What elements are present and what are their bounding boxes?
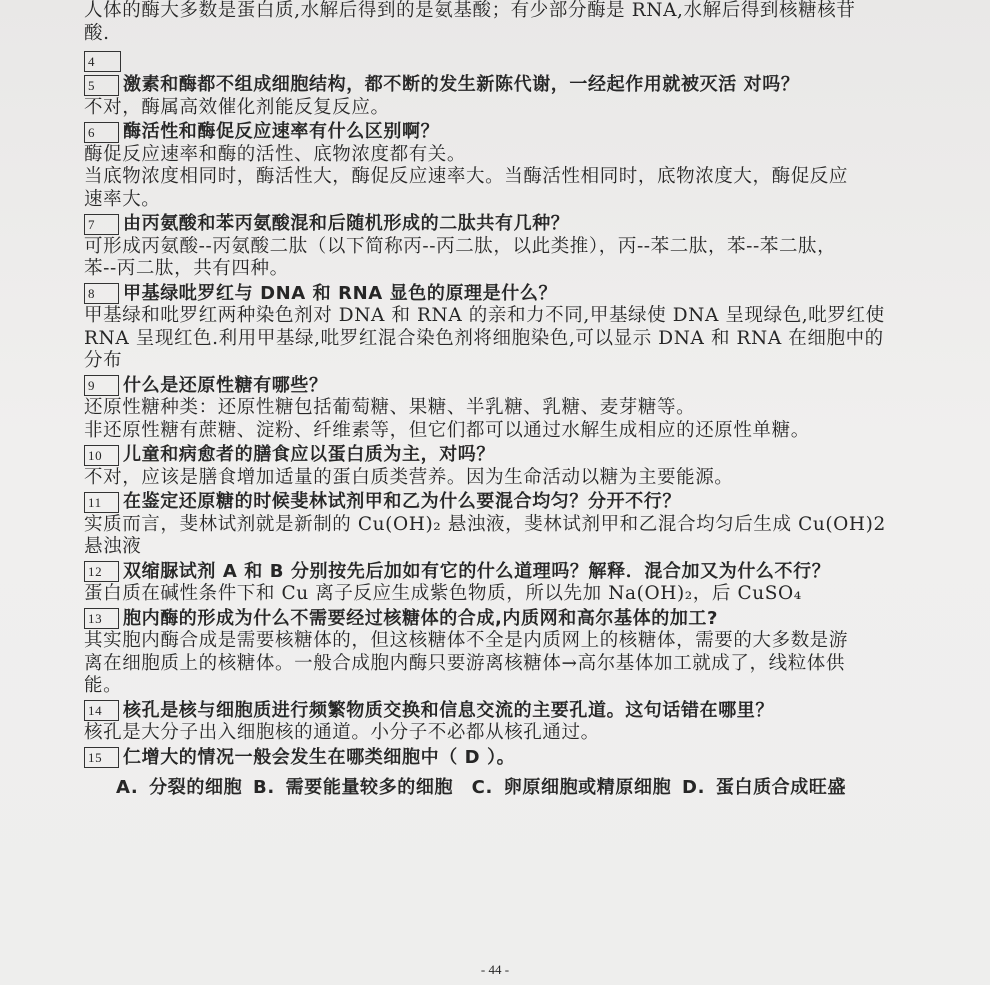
answer-line: 苯--丙二肽，共有四种。 <box>84 258 289 279</box>
question-text: 甲基绿吡罗红与 DNA 和 RNA 显色的原理是什么？ <box>123 282 558 304</box>
answer-line: 还原性糖种类：还原性糖包括葡萄糖、果糖、半乳糖、乳糖、麦芽糖等。 <box>84 397 696 418</box>
question-text: 核孔是核与细胞质进行频繁物质交换和信息交流的主要孔道。这句话错在哪里？ <box>123 699 774 721</box>
question-line <box>84 747 944 770</box>
question-line <box>84 283 944 306</box>
question-line <box>84 375 944 398</box>
question-number-box: 7 <box>84 214 119 235</box>
question-number-box: 14 <box>84 700 119 721</box>
answer-line: 离在细胞质上的核糖体。一般合成胞内酶只要游离核糖体→高尔基体加工就成了，线粒体供 <box>84 652 846 674</box>
question-number-box: 8 <box>84 283 119 304</box>
question-line <box>84 121 944 144</box>
page-content <box>84 0 944 800</box>
answer-line: 蛋白质在碱性条件下和 Cu 离子反应生成紫色物质，所以先加 Na(OH)₂，后 CuSO₄ <box>84 583 802 604</box>
question-number-box: 4 <box>84 51 121 72</box>
answer-line: 能。 <box>84 675 123 696</box>
question-text: 酶活性和酶促反应速率有什么区别啊？ <box>123 121 440 142</box>
question-number-box: 9 <box>84 375 119 396</box>
question-line <box>84 700 944 723</box>
answer-line: 甲基绿和吡罗红两种染色剂对 DNA 和 RNA 的亲和力不同,甲基绿使 DNA 呈现绿色,吡罗红使 <box>84 305 885 326</box>
question-text: 胞内酶的形成为什么不需要经过核糖体的合成,内质网和高尔基体的加工? <box>123 607 719 629</box>
question-number-box: 11 <box>84 492 119 513</box>
question-text: 仁增大的情况一般会发生在哪类细胞中（ D ）。 <box>123 746 516 768</box>
question-number-box: 6 <box>84 122 119 143</box>
answer-line: 核孔是大分子出入细胞核的通道。小分子不必都从核孔通过。 <box>84 722 600 743</box>
question-number-box: 10 <box>84 445 119 466</box>
question-number-box: 5 <box>84 75 119 96</box>
answer-line: 非还原性糖有蔗糖、淀粉、纤维素等，但它们都可以通过水解生成相应的还原性单糖。 <box>84 419 810 441</box>
intro-line-2: 酸. <box>84 22 110 44</box>
question-number-box: 15 <box>84 747 119 768</box>
question-line <box>84 561 944 584</box>
answer-line: 不对，应该是膳食增加适量的蛋白质类营养。因为生命活动以糖为主要能源。 <box>84 466 734 488</box>
question-text: 儿童和病愈者的膳食应以蛋白质为主，对吗？ <box>123 444 495 465</box>
question-text: 在鉴定还原糖的时候斐林试剂甲和乙为什么要混合均匀？分开不行？ <box>123 491 681 512</box>
qa-list <box>84 74 944 769</box>
question-number-box: 12 <box>84 561 119 582</box>
answer-line: 实质而言，斐林试剂就是新制的 Cu(OH)₂ 悬浊液，斐林试剂甲和乙混合均匀后生成 Cu(OH)2 <box>84 513 886 535</box>
answer-line: 酶促反应速率和酶的活性、底物浓度都有关。 <box>84 143 467 165</box>
answer-line: 当底物浓度相同时，酶活性大，酶促反应速率大。当酶活性相同时，底物浓度大，酶促反应 <box>84 166 849 187</box>
answer-line: 可形成丙氨酸--丙氨酸二肽（以下简称丙--丙二肽，以此类推），丙--苯二肽，苯--苯二肽， <box>84 235 837 257</box>
intro-line-1: 人体的酶大多数是蛋白质,水解后得到的是氨基酸；有少部分酶是 RNA,水解后得到核糖核苷 <box>84 0 856 21</box>
question-line <box>84 491 944 514</box>
answer-options: A. 分裂的细胞 B. 需要能量较多的细胞 C. 卵原细胞或精原细胞 D. 蛋白质合成旺盛 <box>116 777 847 798</box>
page-number: - 44 - <box>480 962 510 977</box>
question-line <box>84 608 944 631</box>
answer-line: 不对，酶属高效催化剂能反复反应。 <box>84 96 390 118</box>
question-text: 双缩脲试剂 A 和 B 分别按先后加如有它的什么道理吗？解释．混合加又为什么不行？ <box>123 560 831 582</box>
question-text: 什么是还原性糖有哪些？ <box>123 374 328 396</box>
question-line <box>84 444 944 467</box>
question-text: 激素和酶都不组成细胞结构，都不断的发生新陈代谢，一经起作用就被灭活 对吗？ <box>123 74 800 95</box>
answer-line: 其实胞内酶合成是需要核糖体的，但这核糖体不全是内质网上的核糖体，需要的大多数是游 <box>84 630 849 651</box>
question-text: 由丙氨酸和苯丙氨酸混和后随机形成的二肽共有几种？ <box>123 213 570 234</box>
question-number-box: 13 <box>84 608 119 629</box>
answer-line: RNA 呈现红色.利用甲基绿,吡罗红混合染色剂将细胞染色,可以显示 DNA 和 RNA 在细胞中的 <box>84 327 884 349</box>
answer-line: 速率大。 <box>84 188 161 210</box>
answer-line: 分布 <box>84 350 123 371</box>
question-line <box>84 74 944 97</box>
answer-line: 悬浊液 <box>84 536 142 557</box>
question-line <box>84 213 944 236</box>
